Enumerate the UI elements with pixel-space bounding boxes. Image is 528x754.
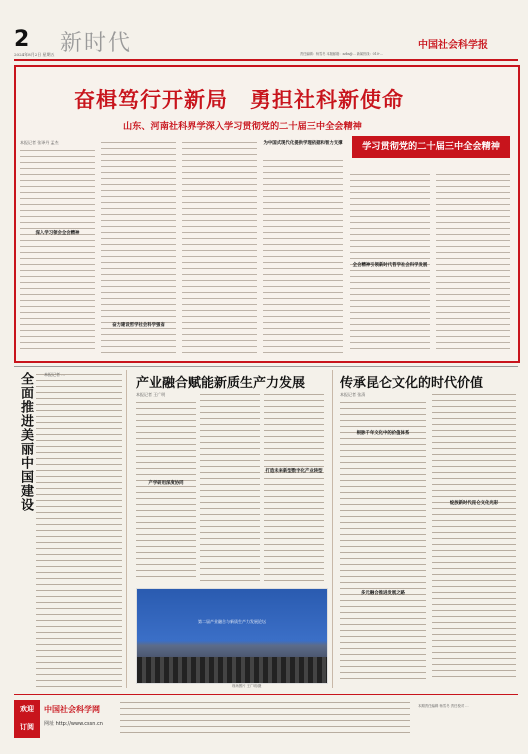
footer-tag — [14, 700, 40, 738]
lead-subhead-3: 为中国式现代化提供学理依据和智力支撑 — [263, 141, 343, 146]
lead-col-3 — [182, 140, 257, 353]
conference-photo — [136, 588, 328, 684]
footer-right-text: 本期责任编辑 杨雪冬 责任校对 ... — [418, 704, 469, 708]
lead-subhead-4: 全会精神引领新时代哲学社会科学发展 — [352, 263, 428, 268]
divider-left — [126, 370, 127, 688]
brand-name: 中国社会科学报 — [418, 40, 488, 51]
photo-banner: 第二届产业融合与新质生产力发展论坛 — [198, 619, 266, 624]
lead-col-4 — [263, 158, 343, 353]
lead-subhead-2: 奋力建设哲学社会科学强省 — [112, 323, 165, 328]
article-right-subhead-1: 根脉千年文化中的价值体系 — [356, 431, 410, 436]
photo-caption: 现场图片 王广明/摄 — [232, 684, 262, 688]
lead-headline: 奋楫笃行开新局 勇担社科新使命 — [74, 88, 404, 112]
article-right-subhead-2: 绽放新时代昆仑文化光彩 — [449, 501, 499, 506]
article-left-title: 全面推进美丽中国建设 — [18, 372, 33, 512]
footer-info-block — [120, 700, 410, 738]
article-mid-col-1 — [136, 400, 196, 582]
section-title: 新时代 — [60, 31, 133, 56]
lead-col-1 — [20, 148, 95, 353]
lower-rule — [14, 366, 518, 367]
article-right-title: 传承昆仑文化的时代价值 — [340, 376, 484, 391]
footer-site-name: 中国社会科学网 — [44, 705, 100, 714]
article-mid-byline: 本报记者 王广明 — [136, 392, 166, 397]
article-right-subhead-3: 多元融合推进发展之路 — [361, 591, 405, 596]
footer-site-link[interactable]: 网址 http://www.cssn.cn — [44, 721, 103, 727]
article-right-byline: 本报记者 张清 — [340, 392, 366, 397]
article-left-body — [36, 372, 122, 687]
footer-rule — [14, 694, 518, 695]
article-left-byline: 本报记者 ... — [44, 372, 66, 377]
article-mid-col-2 — [200, 392, 260, 582]
footer-tag-line-1: 欢迎 — [20, 705, 34, 713]
article-mid-title: 产业融合赋能新质生产力发展 — [136, 376, 306, 391]
article-right-col-2 — [432, 392, 516, 682]
lead-byline: 本报记者 张译丹 孟杰 — [20, 140, 59, 145]
article-mid-col-3 — [264, 392, 324, 582]
article-mid-subhead-2: 打造未来新型数字化产业转型 — [265, 469, 323, 474]
footer-tag-line-2: 订阅 — [20, 723, 34, 731]
lead-subhead: 山东、河南社科界学深入学习贯彻党的二十届三中全会精神 — [123, 121, 362, 132]
divider-right — [332, 370, 333, 688]
page-number: 2 — [14, 27, 30, 52]
lead-col-6 — [436, 172, 510, 353]
lead-banner: 学习贯彻党的二十届三中全会精神 — [352, 136, 510, 158]
masthead-rule — [14, 59, 518, 61]
article-mid-subhead-1: 产学研用深度协同 — [148, 481, 184, 486]
date-line: 2024年8月2日 星期五 — [14, 52, 55, 57]
article-right-col-1 — [340, 400, 426, 682]
lead-subhead-1: 深入学习领会全会精神 — [35, 231, 80, 236]
masthead-info: 责任编辑：杨雪冬 本版邮箱：zzbs@... 新闻热线：010-... — [300, 52, 383, 56]
